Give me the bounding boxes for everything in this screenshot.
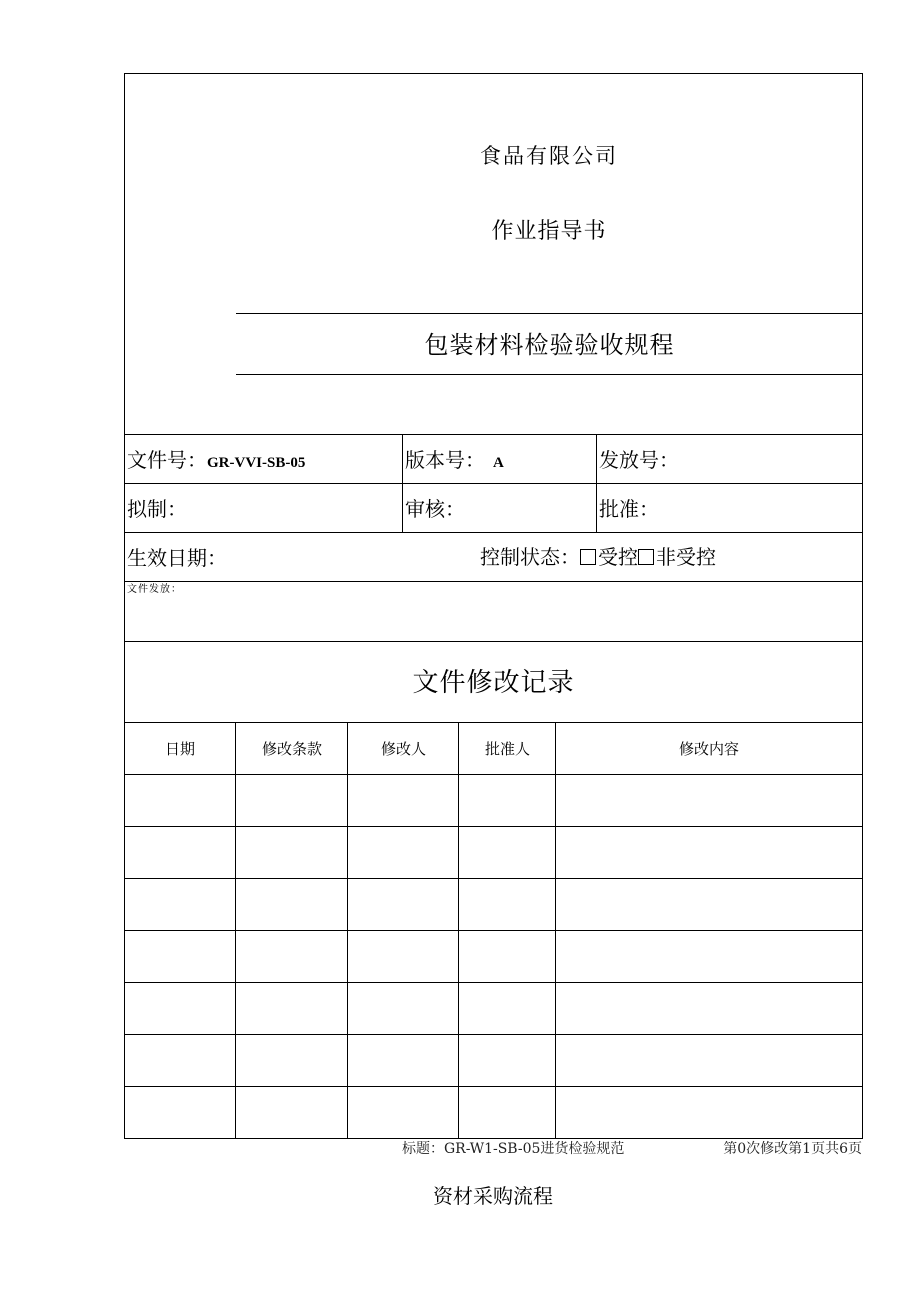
uncontrolled-checkbox-icon bbox=[638, 549, 654, 565]
effective-date-label: 生效日期： bbox=[127, 546, 227, 570]
distribution-bottom bbox=[124, 641, 863, 642]
table-row bbox=[124, 930, 863, 931]
controlled-checkbox-icon bbox=[580, 549, 596, 565]
col-header-content: 修改内容 bbox=[678, 740, 739, 758]
approved-by-label: 批准： bbox=[599, 497, 659, 521]
table-row bbox=[124, 1086, 863, 1087]
col-header-modifier: 修改人 bbox=[380, 740, 426, 758]
drafted-by-label: 拟制： bbox=[127, 497, 187, 521]
footer-page-info: 第0次修改第1页共6页 bbox=[723, 1141, 862, 1157]
revision-record-title: 文件修改记录 bbox=[412, 668, 575, 698]
issue-number-label: 发放号： bbox=[599, 448, 679, 472]
info-row-divider-1 bbox=[124, 483, 863, 484]
frame-top-border bbox=[124, 73, 863, 74]
version-value: A bbox=[493, 455, 504, 471]
file-number-label: 文件号： bbox=[127, 448, 207, 472]
info-col-divider-1 bbox=[402, 434, 403, 532]
uncontrolled-option: 非受控 bbox=[656, 545, 716, 569]
info-col-divider-2 bbox=[596, 434, 597, 532]
table-row bbox=[124, 878, 863, 879]
col-header-approver: 批准人 bbox=[484, 740, 530, 758]
col-header-clause: 修改条款 bbox=[261, 740, 322, 758]
table-row bbox=[124, 1034, 863, 1035]
company-name: 食品有限公司 bbox=[480, 144, 618, 168]
title-bottom-rule bbox=[236, 374, 863, 375]
title-top-rule bbox=[236, 313, 863, 314]
file-number-field bbox=[127, 450, 305, 471]
info-row-divider-2 bbox=[124, 532, 863, 533]
document-title: 包装材料检验验收规程 bbox=[424, 331, 675, 359]
control-status bbox=[480, 547, 716, 567]
file-number-value: GR-VVI-SB-05 bbox=[207, 455, 306, 471]
info-grid-top bbox=[124, 434, 863, 435]
table-row bbox=[124, 982, 863, 983]
control-status-label: 控制状态： bbox=[480, 545, 580, 569]
doc-type: 作业指导书 bbox=[491, 219, 607, 244]
reviewed-by-label: 审核： bbox=[405, 497, 465, 521]
version-field bbox=[405, 450, 504, 471]
controlled-option: 受控 bbox=[598, 545, 638, 569]
table-row bbox=[124, 826, 863, 827]
distribution-label: 文件发放： bbox=[127, 584, 182, 595]
version-label: 版本号： bbox=[405, 448, 485, 472]
info-row-divider-3 bbox=[124, 581, 863, 582]
footer-caption: 标题：GR-W1-SB-05进货检验规范 bbox=[402, 1141, 625, 1157]
col-header-date: 日期 bbox=[164, 740, 195, 758]
next-section-title: 资材采购流程 bbox=[433, 1184, 553, 1208]
table-row bbox=[124, 774, 863, 775]
